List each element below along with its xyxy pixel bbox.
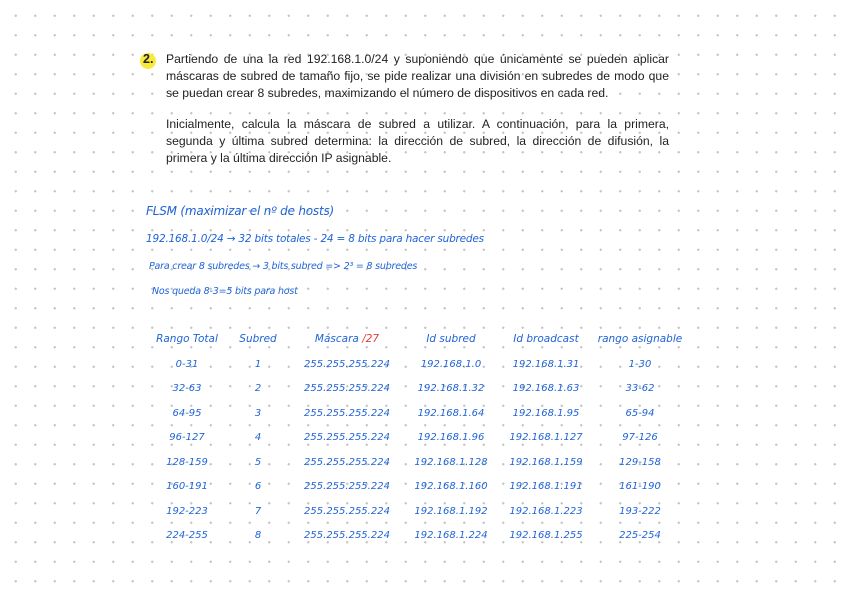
cell-id-broadcast: 192.168.1.127	[509, 432, 583, 444]
cell-id-broadcast: 192.168.1.63	[512, 383, 580, 395]
cell-rango-total: 32-63	[172, 383, 202, 395]
cell-id-subred: 192.168.1.160	[414, 481, 488, 493]
header-prefix: /27	[362, 333, 380, 345]
cell-id-subred: 192.168.1.32	[417, 383, 485, 395]
header-mascara-label: Máscara	[314, 333, 359, 345]
note-network-bits: 192.168.1.0/24 → 32 bits totales - 24 = 8 bits para hacer subredes	[146, 233, 484, 245]
cell-rango-asignable: 129-158	[619, 456, 661, 468]
cell-subred: 1	[254, 358, 262, 370]
table-row	[146, 524, 684, 549]
cell-rango-asignable: 193-222	[619, 505, 661, 517]
cell-subred: 7	[254, 505, 262, 517]
cell-rango-total: 128-159	[166, 456, 208, 468]
table-row	[146, 450, 684, 475]
cell-subred: 2	[254, 383, 262, 395]
cell-rango-asignable: 1-30	[628, 358, 652, 370]
cell-mascara: 255.255.255.224	[304, 456, 390, 468]
header-id-subred: Id subred	[426, 333, 476, 345]
cell-subred: 4	[254, 432, 262, 444]
cell-id-broadcast: 192.168.1.223	[509, 505, 583, 517]
cell-id-broadcast: 192.168.1.159	[509, 456, 583, 468]
cell-rango-total: 160-191	[166, 481, 208, 493]
cell-id-broadcast: 192.168.1.31	[512, 358, 580, 370]
cell-mascara: 255.255.255.224	[304, 432, 390, 444]
cell-rango-asignable: 65-94	[625, 407, 655, 419]
cell-id-broadcast: 192.168.1.95	[512, 407, 580, 419]
note-subnet-bits: Para crear 8 subredes → 3 bits subred => 2³ = 8 subredes	[149, 261, 418, 272]
cell-subred: 6	[254, 481, 262, 493]
subnet-table	[146, 326, 684, 548]
cell-id-broadcast: 192.168.1.255	[509, 530, 583, 542]
note-flsm: FLSM (maximizar el nº de hosts)	[146, 204, 335, 218]
note-host-bits: Nos queda 8-3=5 bits para host	[152, 286, 298, 297]
header-mascara	[288, 326, 406, 352]
cell-id-subred: 192.168.1.128	[414, 456, 488, 468]
cell-id-subred: 192.168.1.224	[414, 530, 488, 542]
header-rango-total: Rango Total	[156, 333, 218, 345]
cell-id-broadcast: 192.168.1.191	[509, 481, 583, 493]
problem-statement	[143, 51, 669, 181]
cell-mascara: 255.255.255.224	[304, 530, 390, 542]
cell-mascara: 255.255.255.224	[304, 407, 390, 419]
table-header-row	[146, 326, 684, 352]
problem-number: 2.	[143, 52, 154, 66]
cell-rango-total: 224-255	[166, 530, 208, 542]
cell-rango-asignable: 225-254	[619, 530, 661, 542]
cell-rango-asignable: 161-190	[619, 481, 661, 493]
header-subred: Subred	[239, 333, 277, 345]
table-row	[146, 352, 684, 377]
cell-rango-asignable: 97-126	[622, 432, 658, 444]
header-id-broadcast: Id broadcast	[513, 333, 579, 345]
cell-mascara: 255.255.255.224	[304, 383, 390, 395]
header-rango-asignable: rango asignable	[597, 333, 683, 345]
cell-mascara: 255.255.255.224	[304, 505, 390, 517]
table-body	[146, 352, 684, 548]
cell-id-subred: 192.168.1.0	[420, 358, 482, 370]
cell-subred: 8	[254, 530, 262, 542]
cell-id-subred: 192.168.1.192	[414, 505, 488, 517]
cell-mascara: 255.255.255.224	[304, 481, 390, 493]
cell-rango-total: 64-95	[172, 407, 202, 419]
cell-rango-total: 96-127	[169, 432, 205, 444]
table-row	[146, 499, 684, 524]
cell-id-subred: 192.168.1.96	[417, 432, 485, 444]
cell-rango-asignable: 33-62	[625, 383, 655, 395]
cell-id-subred: 192.168.1.64	[417, 407, 485, 419]
problem-paragraph-1: Partiendo de una la red 192.168.1.0/24 y suponiendo que únicamente se pueden aplicar máscaras de subred de tamaño fijo, se pide realizar una división en subredes de modo que se puedan crear 8 subredes, maximizando el número de dispositivos en cada red.	[166, 52, 669, 100]
cell-subred: 3	[254, 407, 262, 419]
cell-rango-total: 192-223	[166, 505, 208, 517]
cell-rango-total: 0-31	[175, 358, 199, 370]
table-row	[146, 401, 684, 426]
cell-mascara: 255.255.255.224	[304, 358, 390, 370]
problem-number-wrap	[143, 51, 153, 68]
table-row	[146, 426, 684, 451]
table-row	[146, 377, 684, 402]
cell-subred: 5	[254, 456, 262, 468]
table-row	[146, 475, 684, 500]
problem-paragraph-2: Inicialmente, calcula la máscara de subred a utilizar. A continuación, para la primera, segunda y última subred determina: la dirección de subred, la dirección de difusión, la primera y la última dirección IP asignable.	[166, 117, 669, 165]
